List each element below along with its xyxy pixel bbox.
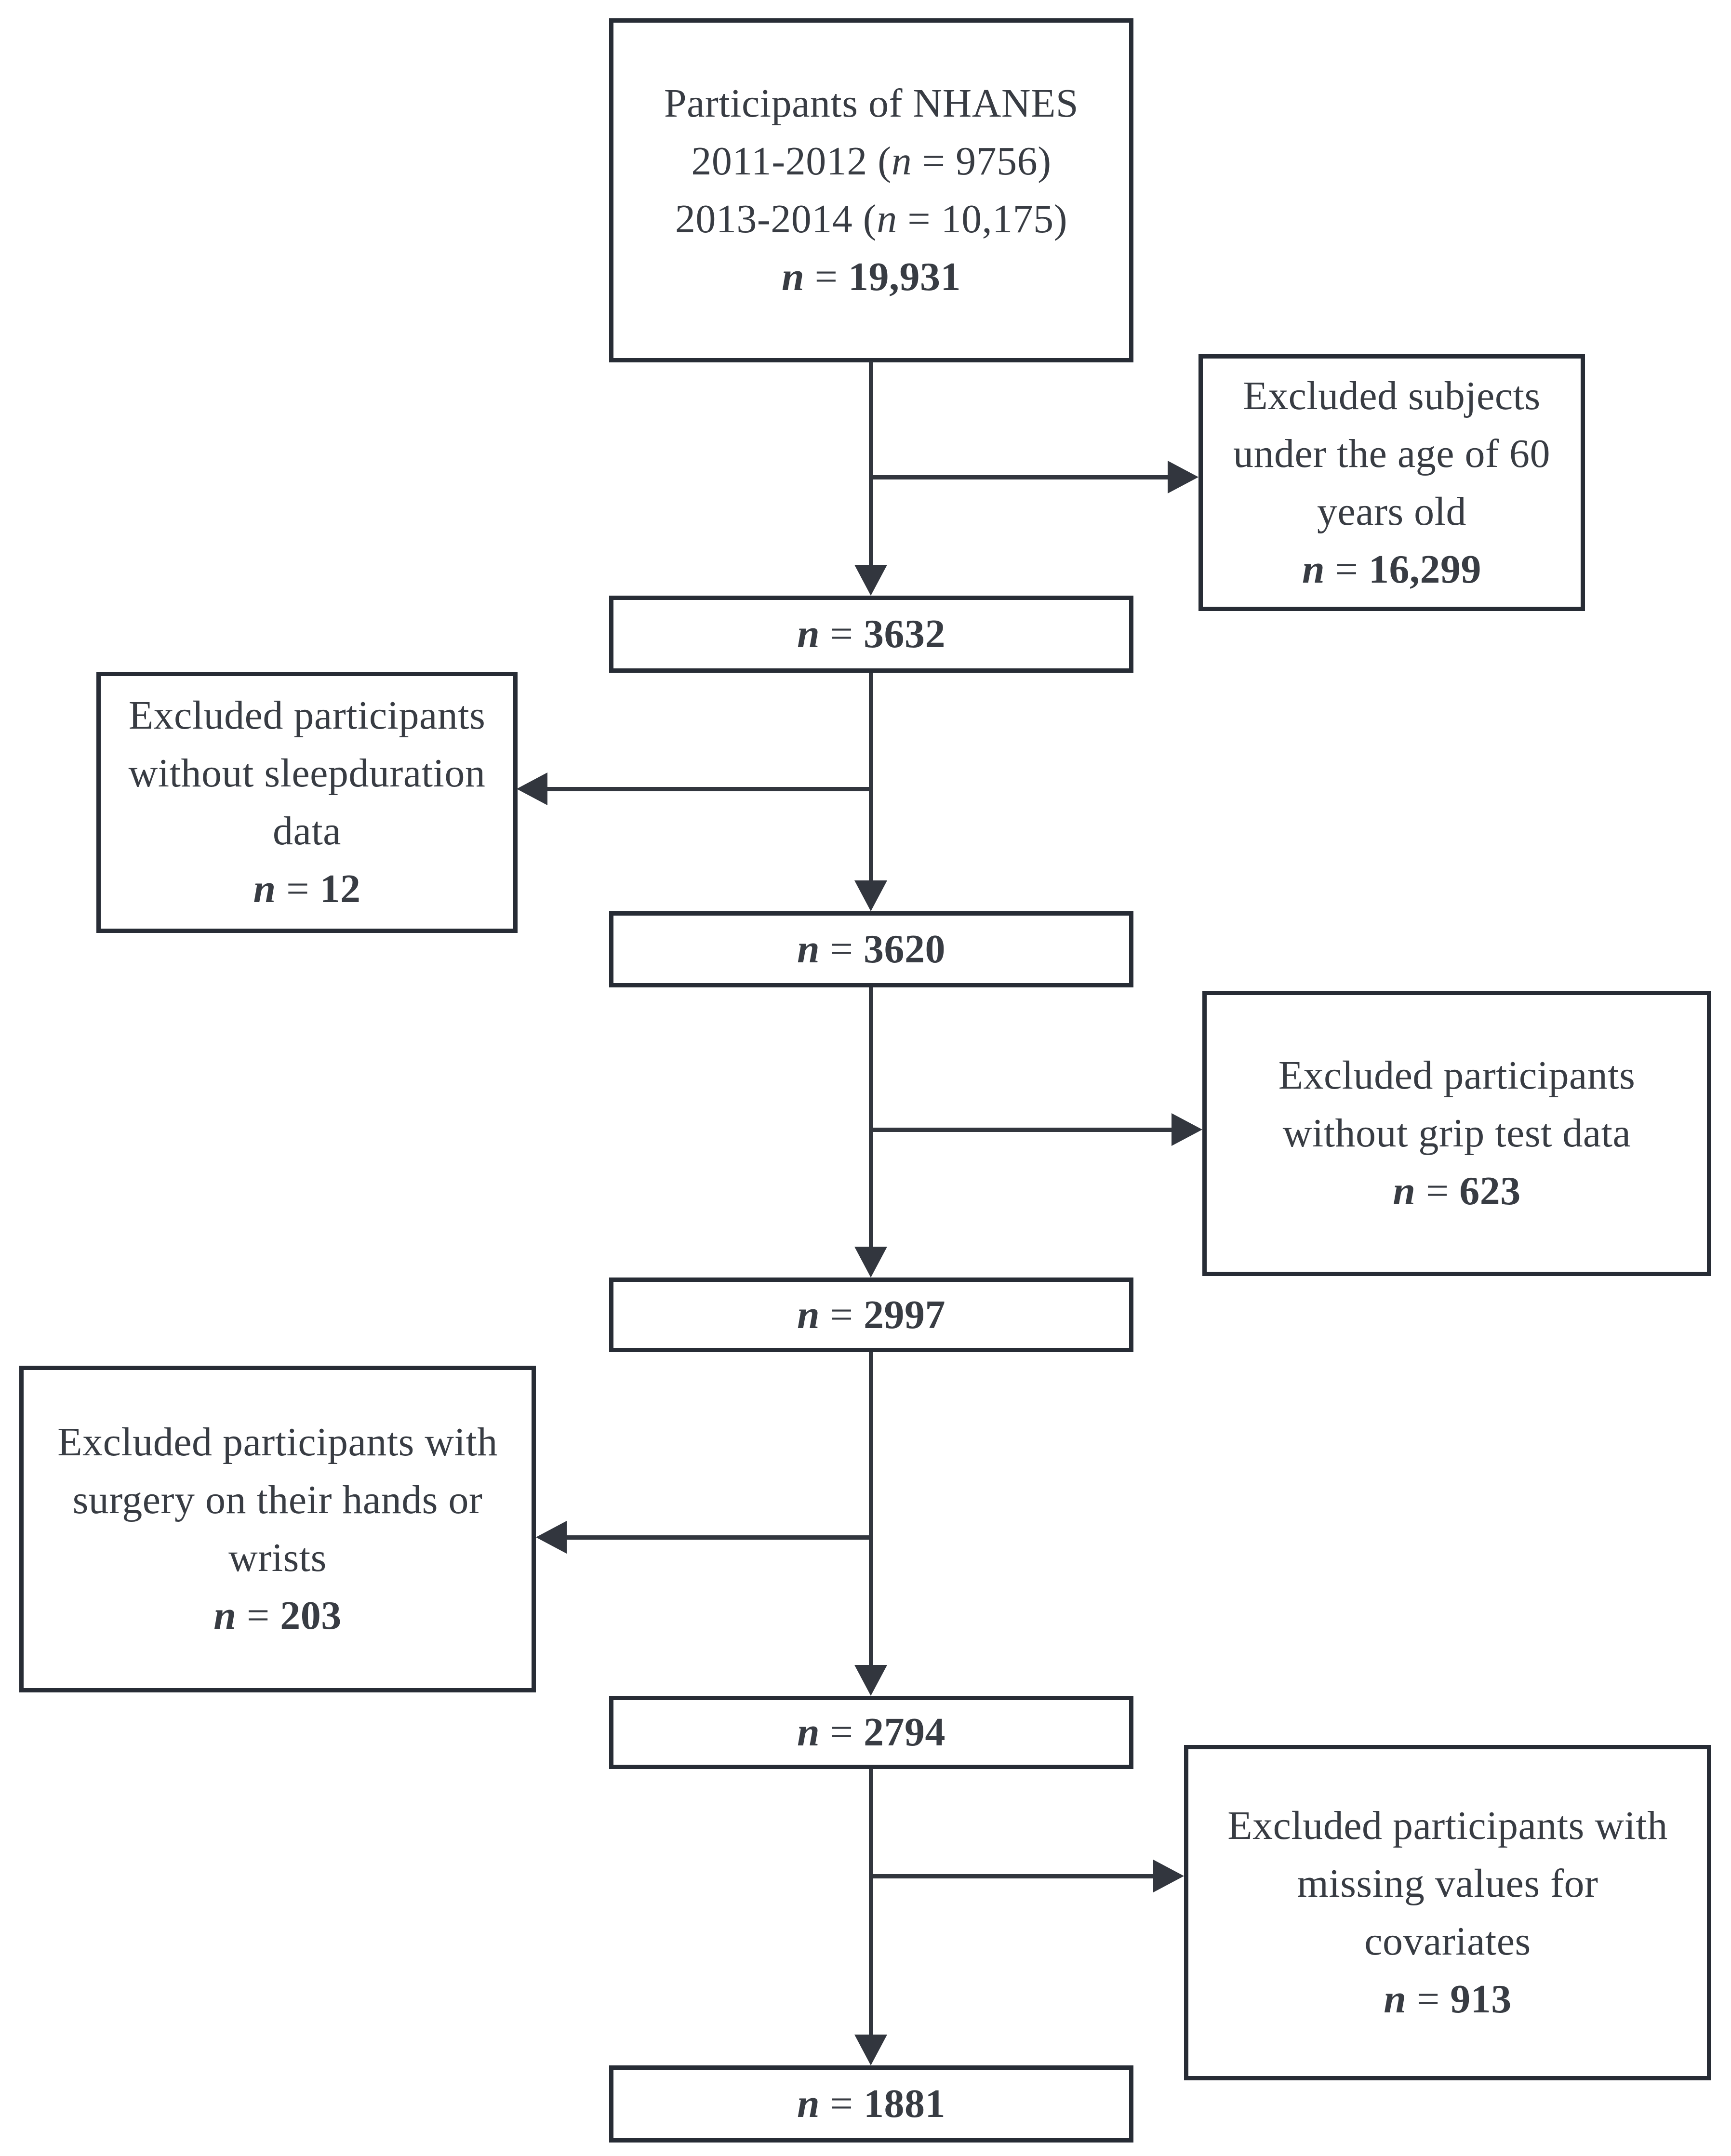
box-n1881-text: n = 1881 <box>797 2081 946 2126</box>
flow-vline-5 <box>869 1769 873 2036</box>
box-n3620 <box>609 911 1133 987</box>
flow-vline-2 <box>869 673 873 883</box>
box-n2794-text: n = 2794 <box>797 1710 946 1755</box>
box-n3632 <box>609 596 1133 673</box>
box-excluded-covariates <box>1184 1745 1711 2080</box>
flow-hline-right-2 <box>869 1128 1172 1132</box>
right-arrow-icon-3 <box>1153 1860 1184 1892</box>
down-arrow-icon-1 <box>854 565 887 596</box>
left-arrow-icon-2 <box>536 1521 567 1554</box>
box-excluded-under-60 <box>1198 354 1585 611</box>
box-excluded-sleepduration-text: Excluded participants without sleepduration data n = 12 <box>128 693 486 911</box>
box-excluded-covariates-text: Excluded participants with missing values for covariates n = 913 <box>1227 1803 1668 2022</box>
down-arrow-icon-2 <box>854 880 887 911</box>
flow-vline-1 <box>869 361 873 569</box>
box-excluded-grip-test-text: Excluded participants without grip test data n = 623 <box>1278 1053 1636 1213</box>
right-arrow-icon-2 <box>1172 1113 1202 1146</box>
down-arrow-icon-3 <box>854 1247 887 1278</box>
box-excluded-sleepduration <box>96 672 518 933</box>
box-n2794 <box>609 1696 1133 1769</box>
box-n3620-text: n = 3620 <box>797 927 946 972</box>
flow-hline-right-1 <box>869 475 1169 479</box>
flow-hline-left-1 <box>546 787 873 791</box>
box-enrollment-text: Participants of NHANES 2011-2012 (n = 9756) 2013-2014 (n = 10,175) n = 19,931 <box>664 81 1079 299</box>
down-arrow-icon-5 <box>854 2035 887 2065</box>
flow-hline-right-3 <box>869 1874 1154 1878</box>
box-n1881 <box>609 2065 1133 2143</box>
box-n2997 <box>609 1278 1133 1352</box>
box-n3632-text: n = 3632 <box>797 612 946 656</box>
box-excluded-under-60-text: Excluded subjects under the age of 60 years old n = 16,299 <box>1233 373 1550 592</box>
flow-hline-left-2 <box>566 1535 873 1540</box>
flow-vline-3 <box>869 987 873 1249</box>
down-arrow-icon-4 <box>854 1665 887 1696</box>
box-n2997-text: n = 2997 <box>797 1292 946 1337</box>
flow-vline-4 <box>869 1352 873 1667</box>
box-enrollment <box>609 18 1133 362</box>
box-excluded-surgery <box>19 1366 536 1692</box>
box-excluded-surgery-text: Excluded participants with surgery on their hands or wrists n = 203 <box>57 1420 498 1638</box>
right-arrow-icon-1 <box>1168 461 1198 493</box>
left-arrow-icon-1 <box>517 772 547 805</box>
box-excluded-grip-test <box>1202 991 1711 1276</box>
